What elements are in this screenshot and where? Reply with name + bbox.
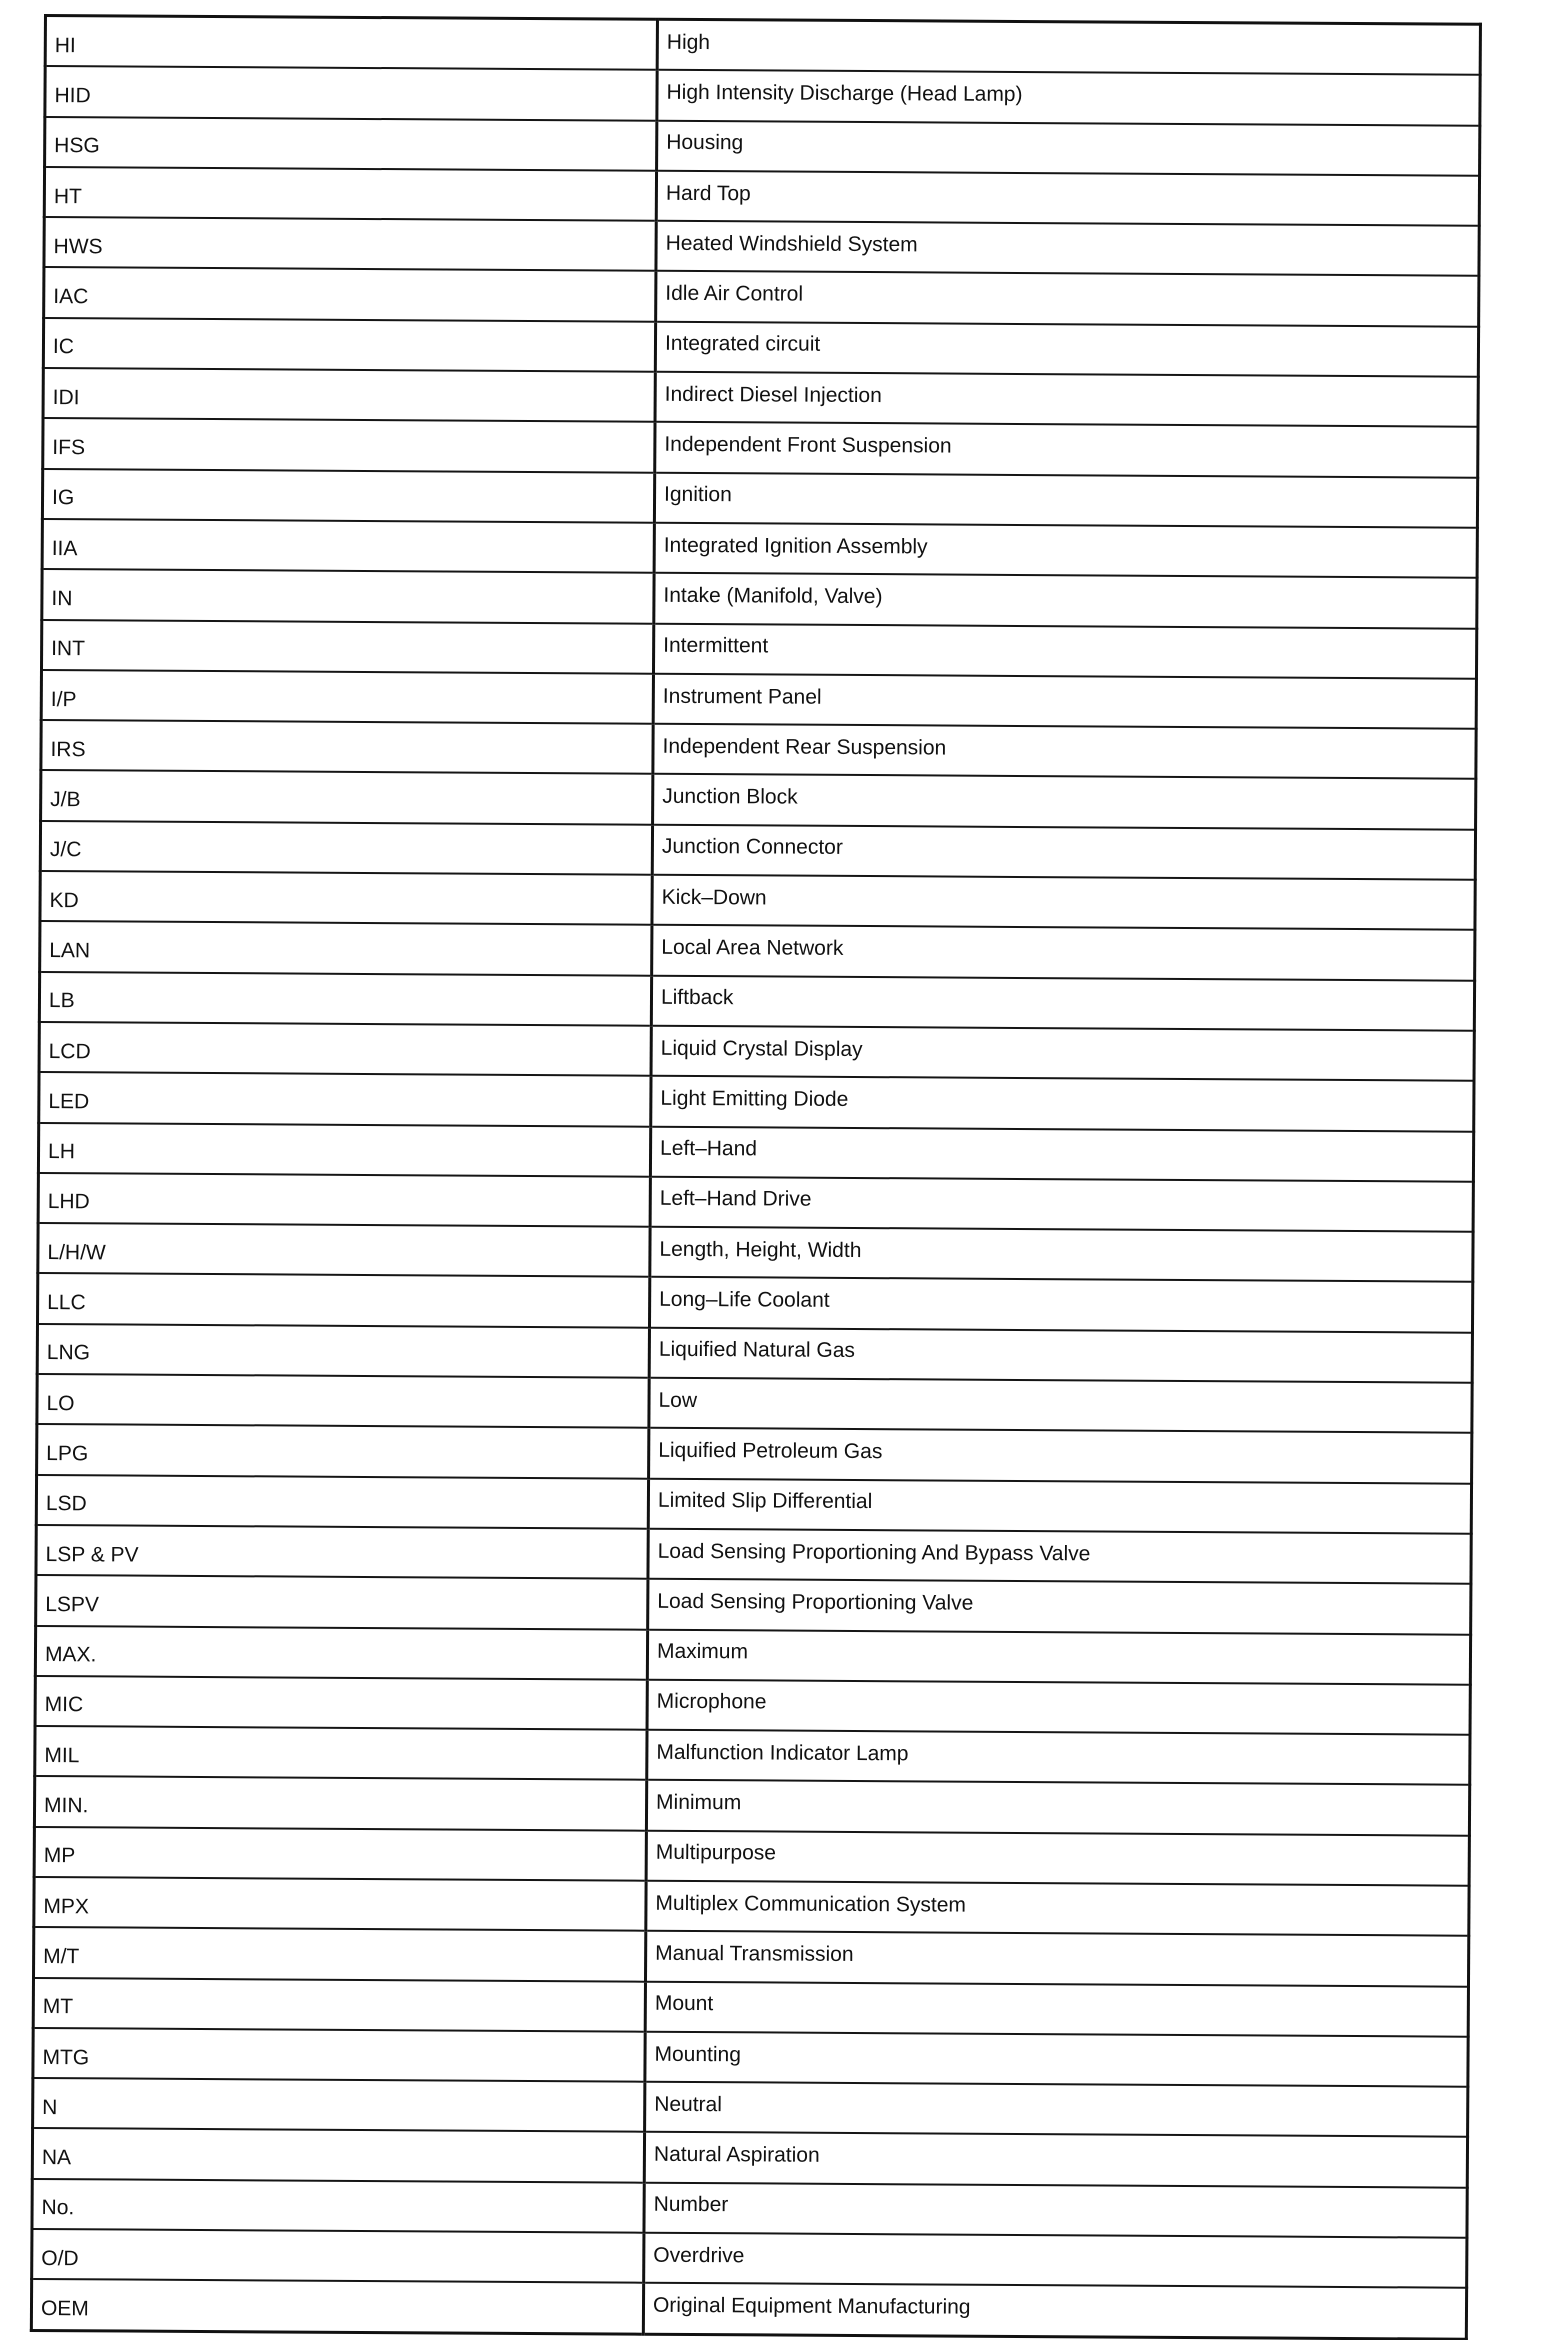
- abbreviation-cell: HWS: [44, 217, 656, 271]
- abbreviation-cell: MPX: [34, 1877, 646, 1931]
- meaning-cell: Minimum: [646, 1780, 1469, 1835]
- abbreviation-cell: MIL: [35, 1726, 647, 1780]
- table-row: [36, 1475, 1471, 1534]
- abbreviation-cell: INT: [41, 620, 653, 674]
- meaning-cell: Number: [644, 2182, 1467, 2237]
- meaning-cell: Multiplex Communication System: [646, 1881, 1469, 1936]
- meaning-cell: Overdrive: [644, 2233, 1467, 2288]
- meaning-cell: Low: [649, 1378, 1472, 1433]
- abbreviation-cell: KD: [40, 871, 652, 925]
- table-row: [41, 670, 1476, 729]
- table-row: [38, 1123, 1473, 1182]
- meaning-cell: Housing: [657, 120, 1480, 175]
- abbreviation-table: [30, 14, 1482, 2340]
- abbreviation-cell: N: [33, 2078, 645, 2132]
- table-row: [33, 2078, 1468, 2137]
- table-row: [35, 1625, 1470, 1684]
- abbreviation-cell: HID: [45, 66, 657, 120]
- table-row: [40, 871, 1475, 930]
- table-row: [41, 770, 1476, 829]
- abbreviation-cell: LH: [38, 1123, 650, 1177]
- table-row: [45, 66, 1480, 125]
- meaning-cell: Length, Height, Width: [650, 1227, 1473, 1282]
- meaning-cell: Liquified Petroleum Gas: [649, 1428, 1472, 1483]
- meaning-cell: Maximum: [647, 1629, 1470, 1684]
- table-row: [39, 972, 1474, 1031]
- abbreviation-cell: J/C: [40, 821, 652, 875]
- table-row: [41, 620, 1476, 679]
- abbreviation-cell: IC: [43, 318, 655, 372]
- table-row: [44, 167, 1479, 226]
- table-row: [43, 318, 1478, 377]
- table-row: [44, 217, 1479, 276]
- table-row: [34, 1877, 1469, 1936]
- meaning-cell: Heated Windshield System: [656, 221, 1479, 276]
- abbreviation-cell: J/B: [41, 770, 653, 824]
- meaning-cell: Local Area Network: [652, 925, 1475, 980]
- table-row: [33, 2028, 1468, 2087]
- meaning-cell: Mounting: [645, 2032, 1468, 2087]
- table-row: [32, 2128, 1467, 2187]
- abbreviation-cell: LCD: [39, 1022, 651, 1076]
- abbreviation-cell: LAN: [40, 921, 652, 975]
- abbreviation-cell: LSP & PV: [36, 1525, 648, 1579]
- meaning-cell: Liftback: [651, 975, 1474, 1030]
- abbreviation-cell: LSPV: [36, 1575, 648, 1629]
- table-row: [41, 720, 1476, 779]
- abbreviation-cell: MTG: [33, 2028, 645, 2082]
- abbreviation-cell: HI: [45, 16, 657, 71]
- meaning-cell: Independent Front Suspension: [655, 422, 1478, 477]
- table-row: [42, 519, 1477, 578]
- meaning-cell: Limited Slip Differential: [648, 1478, 1471, 1533]
- meaning-cell: Natural Aspiration: [644, 2132, 1467, 2187]
- abbreviation-cell: LPG: [37, 1424, 649, 1478]
- abbreviation-cell: IRS: [41, 720, 653, 774]
- abbreviation-cell: NA: [32, 2128, 644, 2182]
- meaning-cell: Malfunction Indicator Lamp: [647, 1730, 1470, 1785]
- table-row: [40, 921, 1475, 980]
- table-row: [32, 2229, 1467, 2288]
- abbreviation-cell: LHD: [38, 1173, 650, 1227]
- meaning-cell: Liquified Natural Gas: [649, 1327, 1472, 1382]
- table-row: [36, 1525, 1471, 1584]
- table-row: [31, 2279, 1466, 2339]
- meaning-cell: Hard Top: [656, 171, 1479, 226]
- abbreviation-cell: LO: [37, 1374, 649, 1428]
- meaning-cell: High Intensity Discharge (Head Lamp): [657, 70, 1480, 125]
- abbreviation-cell: IN: [42, 569, 654, 623]
- meaning-cell: Long–Life Coolant: [649, 1277, 1472, 1332]
- meaning-cell: Junction Connector: [652, 824, 1475, 879]
- abbreviation-cell: IDI: [43, 368, 655, 422]
- meaning-cell: Left–Hand: [650, 1126, 1473, 1181]
- meaning-cell: Liquid Crystal Display: [651, 1026, 1474, 1081]
- meaning-cell: Integrated circuit: [655, 322, 1478, 377]
- abbreviation-cell: MAX.: [35, 1625, 647, 1679]
- table-row: [35, 1726, 1470, 1785]
- table-row: [33, 1978, 1468, 2037]
- abbreviation-cell: LNG: [37, 1324, 649, 1378]
- abbreviation-cell: M/T: [34, 1927, 646, 1981]
- table-row: [38, 1173, 1473, 1232]
- abbreviation-cell: No.: [32, 2179, 644, 2233]
- abbreviation-cell: LLC: [37, 1273, 649, 1327]
- meaning-cell: Multipurpose: [646, 1830, 1469, 1885]
- meaning-cell: High: [657, 19, 1480, 75]
- table-row: [40, 821, 1475, 880]
- meaning-cell: Idle Air Control: [656, 271, 1479, 326]
- table-row: [37, 1424, 1472, 1483]
- abbreviation-cell: IAC: [44, 267, 656, 321]
- abbreviation-cell: LSD: [36, 1475, 648, 1529]
- table-row: [42, 469, 1477, 528]
- meaning-cell: Indirect Diesel Injection: [655, 372, 1478, 427]
- table-row: [37, 1324, 1472, 1383]
- table-row: [35, 1676, 1470, 1735]
- table-row: [39, 1022, 1474, 1081]
- abbreviation-cell: IG: [42, 469, 654, 523]
- abbreviation-cell: OEM: [31, 2279, 643, 2334]
- table-row: [32, 2179, 1467, 2238]
- table-row: [44, 267, 1479, 326]
- abbreviation-cell: IIA: [42, 519, 654, 573]
- meaning-cell: Intermittent: [653, 623, 1476, 678]
- abbreviation-table-body: [31, 16, 1480, 2339]
- abbreviation-cell: O/D: [32, 2229, 644, 2283]
- abbreviation-cell: MIC: [35, 1676, 647, 1730]
- meaning-cell: Load Sensing Proportioning And Bypass Valve: [648, 1529, 1471, 1584]
- abbreviation-cell: HT: [44, 167, 656, 221]
- table-row: [45, 117, 1480, 176]
- abbreviation-cell: IFS: [43, 418, 655, 472]
- table-row: [45, 16, 1480, 76]
- table-row: [42, 569, 1477, 628]
- table-row: [43, 418, 1478, 477]
- meaning-cell: Neutral: [645, 2082, 1468, 2137]
- table-row: [43, 368, 1478, 427]
- meaning-cell: Original Equipment Manufacturing: [643, 2283, 1466, 2339]
- abbreviation-cell: MT: [33, 1978, 645, 2032]
- meaning-cell: Load Sensing Proportioning Valve: [648, 1579, 1471, 1634]
- abbreviation-cell: LED: [39, 1072, 651, 1126]
- abbreviation-cell: MIN.: [34, 1776, 646, 1830]
- meaning-cell: Junction Block: [653, 774, 1476, 829]
- table-row: [34, 1927, 1469, 1986]
- table-row: [38, 1223, 1473, 1282]
- meaning-cell: Left–Hand Drive: [650, 1177, 1473, 1232]
- table-row: [34, 1827, 1469, 1886]
- abbreviation-cell: L/H/W: [38, 1223, 650, 1277]
- meaning-cell: Independent Rear Suspension: [653, 724, 1476, 779]
- abbreviation-cell: LB: [39, 972, 651, 1026]
- meaning-cell: Mount: [645, 1981, 1468, 2036]
- table-row: [34, 1776, 1469, 1835]
- meaning-cell: Manual Transmission: [645, 1931, 1468, 1986]
- abbreviation-cell: I/P: [41, 670, 653, 724]
- meaning-cell: Ignition: [654, 472, 1477, 527]
- abbreviation-sheet: [30, 14, 1482, 2340]
- meaning-cell: Kick–Down: [652, 875, 1475, 930]
- abbreviation-cell: HSG: [45, 117, 657, 171]
- table-row: [37, 1273, 1472, 1332]
- meaning-cell: Integrated Ignition Assembly: [654, 523, 1477, 578]
- abbreviation-cell: MP: [34, 1827, 646, 1881]
- meaning-cell: Light Emitting Diode: [651, 1076, 1474, 1131]
- table-row: [39, 1072, 1474, 1131]
- table-row: [36, 1575, 1471, 1634]
- meaning-cell: Instrument Panel: [653, 674, 1476, 729]
- meaning-cell: Intake (Manifold, Valve): [654, 573, 1477, 628]
- meaning-cell: Microphone: [647, 1680, 1470, 1735]
- table-row: [37, 1374, 1472, 1433]
